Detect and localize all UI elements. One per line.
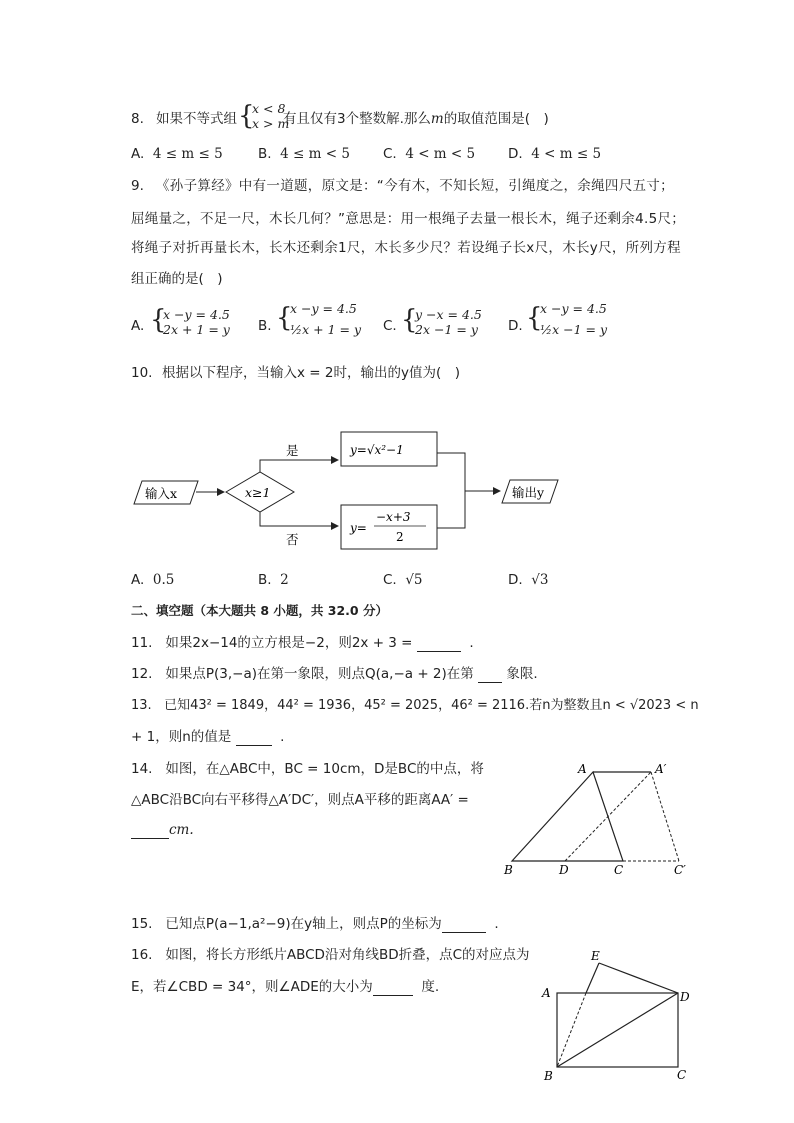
q8-system-line1: x < 8: [252, 101, 286, 116]
q16-label-c: C: [677, 1068, 687, 1082]
q8-number: 8.: [131, 111, 144, 127]
q9-option-d-brace: {: [526, 303, 543, 333]
q14-label-b: B: [504, 863, 513, 877]
q9-option-a-line1: x −y = 4.5: [163, 307, 230, 322]
q8-option-c-label: C.: [383, 146, 397, 162]
q8-option-d-text: 4 < m ≤ 5: [531, 146, 602, 162]
q10-option-c-label: C.: [383, 572, 397, 588]
flow-input-label: 输入x: [145, 486, 178, 501]
q8-option-d-label: D.: [508, 146, 523, 162]
q12-text1: 如果点P(3,−a)在第一象限，则点Q(a,−a + 2)在第: [165, 666, 474, 682]
q10-option-c[interactable]: [383, 572, 423, 588]
q15-number: 15.: [131, 916, 153, 932]
q14-label-c: C: [614, 863, 624, 877]
flow-box-no-lhs: y=: [350, 521, 367, 535]
q14-label-a: A: [578, 762, 587, 776]
q8-var: m: [430, 111, 444, 127]
q14-line3: [131, 821, 194, 839]
q9-option-b[interactable]: B.: [258, 318, 272, 334]
q11-text2: .: [469, 635, 474, 651]
section2-title: 二、填空题（本大题共 8 小题，共 32.0 分）: [131, 603, 388, 618]
q15: [131, 915, 499, 933]
q14-number: 14.: [131, 761, 153, 777]
q10-text: 根据以下程序，当输入x = 2时，输出的y值为( ): [162, 365, 460, 381]
flow-output-label: 输出y: [512, 485, 545, 500]
q14-line1: [131, 760, 484, 778]
q9-number: 9.: [131, 178, 144, 194]
q9-option-b-brace: {: [276, 303, 293, 333]
q16-line1: [131, 946, 530, 964]
q8-option-c-text: 4 < m < 5: [405, 146, 476, 162]
q10-option-d[interactable]: [508, 572, 548, 588]
q9-option-a-line2: 2x + 1 = y: [163, 322, 230, 337]
q8-option-b-text: 4 ≤ m < 5: [280, 146, 350, 162]
q9-line3: 将绳子对折再量长木，长木还剩余1尺，木长多少尺？若设绳子长x尺，木长y尺，所列方程: [131, 240, 681, 256]
q8-option-a-text: 4 ≤ m ≤ 5: [152, 146, 223, 162]
q16-label-b: B: [544, 1069, 553, 1083]
q10-option-a-label: A.: [131, 572, 145, 588]
q8-text-mid: [283, 110, 549, 128]
q13-answer-blank[interactable]: [236, 731, 272, 746]
q8-option-a-label: A.: [131, 146, 145, 162]
flow-box-no-denominator: 2: [396, 530, 404, 544]
q8-text-pre: 如果不等式组: [156, 111, 237, 127]
q14-label-a-prime: A′: [655, 762, 667, 776]
q10-option-b-label: B.: [258, 572, 272, 588]
q16-answer-blank[interactable]: [373, 981, 413, 996]
q14-answer-blank[interactable]: [131, 824, 169, 839]
q8-option-b-label: B.: [258, 146, 272, 162]
q14-label-d: D: [559, 863, 569, 877]
q10-option-a[interactable]: [131, 572, 174, 588]
q8-system-line2: x > m: [252, 116, 290, 131]
q15-text2: .: [494, 916, 499, 932]
q8-option-a[interactable]: [131, 146, 223, 162]
q16-text2a: E，若∠CBD = 34°，则∠ADE的大小为: [131, 979, 373, 995]
q8-option-b[interactable]: [258, 146, 350, 162]
q11-number: 11.: [131, 635, 153, 651]
q10-option-d-text: √3: [531, 572, 549, 588]
q16-text2b: 度.: [421, 979, 440, 995]
q10-flowchart: [128, 420, 568, 560]
flow-box-no-numerator: −x+3: [376, 510, 411, 524]
q9-line1: 《孙子算经》中有一道题，原文是：“今有木，不知长短，引绳度之，余绳四尺五寸；: [156, 178, 674, 194]
flow-box-yes-formula: y=√x²−1: [350, 443, 404, 457]
q8-post: 的取值范围是( ): [443, 111, 549, 127]
q15-answer-blank[interactable]: [442, 918, 486, 933]
q14-text2: △ABC沿BC向右平移得△A′DC′，则点A平移的距离AA′ =: [131, 792, 469, 808]
q12-number: 12.: [131, 666, 153, 682]
q9-option-c[interactable]: C.: [383, 318, 397, 334]
q12: [131, 665, 538, 683]
q9-option-b-line2: ½x + 1 = y: [290, 322, 362, 337]
q9-option-c-brace: {: [401, 305, 418, 335]
q16-label-a: A: [542, 986, 551, 1000]
q13-text2a: + 1，则n的值是: [131, 729, 232, 745]
q9-option-d[interactable]: D.: [508, 318, 523, 334]
q9-option-d-line2: ½x −1 = y: [540, 322, 608, 337]
q9-option-b-line1: x −y = 4.5: [290, 301, 357, 316]
q16-figure: [536, 946, 706, 1086]
q11-text1: 如果2x−14的立方根是−2，则2x + 3 =: [165, 635, 417, 651]
q12-answer-blank[interactable]: [478, 668, 502, 683]
q16-label-d: D: [680, 990, 690, 1004]
q10-option-a-text: 0.5: [152, 572, 175, 588]
q16-text1: 如图，将长方形纸片ABCD沿对角线BD折叠，点C的对应点为: [165, 947, 530, 963]
q8-mid: 有且仅有3个整数解.那么: [283, 111, 431, 127]
q13-line2: [131, 728, 284, 746]
q8-option-d[interactable]: [508, 146, 601, 162]
q9-option-c-line2: 2x −1 = y: [415, 322, 478, 337]
q10-option-b-text: 2: [280, 572, 289, 588]
q9-line2: 屈绳量之，不足一尺，木长几何？”意思是：用一根绳子去量一根长木，绳子还剩余4.5尺；: [131, 211, 686, 227]
flow-condition-label: x≥1: [245, 485, 271, 500]
q8-brace: {: [238, 101, 255, 131]
q16-label-e: E: [591, 949, 600, 963]
q14-text1: 如图，在△ABC中，BC = 10cm，D是BC的中点，将: [165, 761, 484, 777]
q11: [131, 634, 474, 652]
q9-option-c-line1: y −x = 4.5: [415, 307, 482, 322]
q8-option-c[interactable]: [383, 146, 475, 162]
q9-line4: 组正确的是( ): [131, 271, 223, 287]
q16-number: 16.: [131, 947, 153, 963]
q14-label-c-prime: C′: [674, 863, 686, 877]
flow-no-label: 否: [286, 532, 299, 547]
q10-number: 10.: [131, 365, 153, 381]
q12-text2: 象限.: [506, 666, 538, 682]
q11-answer-blank[interactable]: [417, 637, 461, 652]
q13-number: 13.: [131, 698, 152, 713]
q10-option-d-label: D.: [508, 572, 523, 588]
q13-line1: [131, 697, 699, 715]
q10-option-c-text: √5: [405, 572, 423, 588]
q10-option-b[interactable]: [258, 572, 289, 588]
q15-text1: 已知点P(a−1,a²−9)在y轴上，则点P的坐标为: [165, 916, 442, 932]
q16-line2: [131, 978, 439, 996]
flow-yes-label: 是: [286, 443, 299, 458]
q13-text2b: .: [280, 729, 285, 745]
q9-option-d-line1: x −y = 4.5: [540, 301, 607, 316]
q9-option-a-brace: {: [150, 305, 167, 335]
q13-text1: 已知43² = 1849，44² = 1936，45² = 2025，46² = 2116.若n为整数且n < √2023 < n: [164, 698, 699, 713]
q14-figure: [498, 760, 708, 885]
q14-unit: cm.: [169, 822, 194, 838]
q9-option-a[interactable]: A.: [131, 318, 145, 334]
